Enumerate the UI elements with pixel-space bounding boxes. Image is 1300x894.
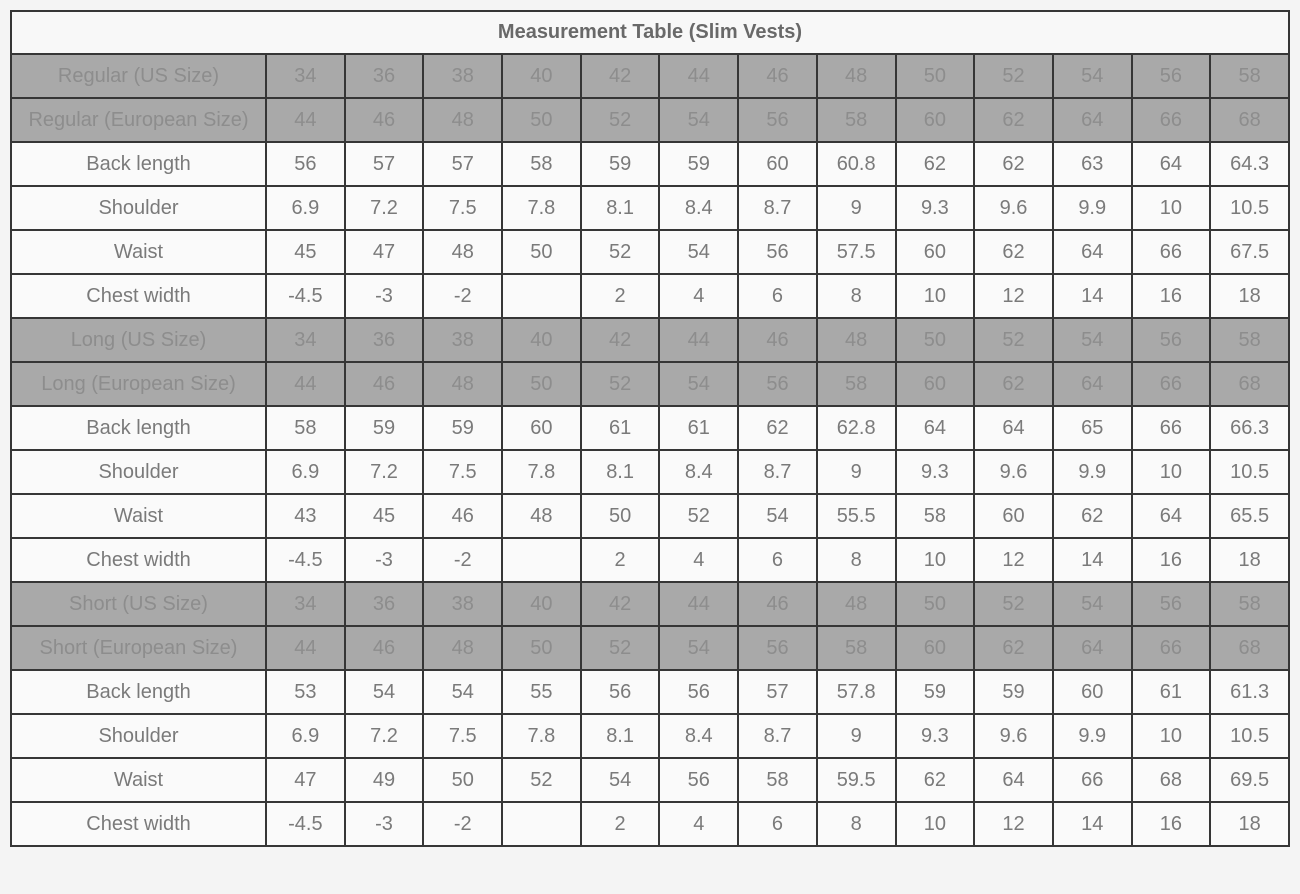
value-cell: 50 — [581, 494, 660, 538]
value-cell — [502, 538, 581, 582]
value-cell: -4.5 — [266, 274, 345, 318]
us-size-header-row — [11, 54, 1289, 98]
value-cell: 58 — [502, 142, 581, 186]
value-cell: 52 — [974, 582, 1053, 626]
value-cell: 48 — [817, 54, 896, 98]
value-cell: 2 — [581, 274, 660, 318]
value-cell: 47 — [345, 230, 424, 274]
row-label-cell: Waist — [11, 758, 266, 802]
value-cell: 61.3 — [1210, 670, 1289, 714]
value-cell: 65.5 — [1210, 494, 1289, 538]
value-cell: 58 — [896, 494, 975, 538]
value-cell: 43 — [266, 494, 345, 538]
value-cell: 6.9 — [266, 186, 345, 230]
value-cell: 42 — [581, 318, 660, 362]
value-cell: 64 — [1053, 362, 1132, 406]
row-label-cell: Chest width — [11, 538, 266, 582]
value-cell: 54 — [423, 670, 502, 714]
row-label-cell: Short (US Size) — [11, 582, 266, 626]
value-cell: 66 — [1053, 758, 1132, 802]
value-cell: 62 — [738, 406, 817, 450]
value-cell: 68 — [1210, 98, 1289, 142]
value-cell: 7.8 — [502, 714, 581, 758]
value-cell: 56 — [1132, 582, 1211, 626]
value-cell: 64.3 — [1210, 142, 1289, 186]
value-cell: 58 — [1210, 582, 1289, 626]
value-cell: 10.5 — [1210, 450, 1289, 494]
value-cell: 50 — [896, 318, 975, 362]
value-cell: 60 — [974, 494, 1053, 538]
value-cell: 10 — [1132, 186, 1211, 230]
value-cell: 65 — [1053, 406, 1132, 450]
value-cell: 34 — [266, 582, 345, 626]
value-cell: 62 — [896, 142, 975, 186]
value-cell: 9.3 — [896, 714, 975, 758]
value-cell: 18 — [1210, 802, 1289, 846]
value-cell: 50 — [502, 230, 581, 274]
value-cell: 12 — [974, 274, 1053, 318]
value-cell: 55.5 — [817, 494, 896, 538]
value-cell: 46 — [738, 54, 817, 98]
value-cell: 40 — [502, 582, 581, 626]
value-cell: -3 — [345, 802, 424, 846]
value-cell: 54 — [659, 98, 738, 142]
value-cell: 66 — [1132, 362, 1211, 406]
value-cell: 7.8 — [502, 186, 581, 230]
value-cell: 12 — [974, 538, 1053, 582]
value-cell: 48 — [817, 582, 896, 626]
value-cell: 48 — [423, 362, 502, 406]
value-cell: 6 — [738, 274, 817, 318]
value-cell: 54 — [659, 362, 738, 406]
value-cell: 2 — [581, 802, 660, 846]
value-cell: 10 — [896, 538, 975, 582]
row-label-cell: Shoulder — [11, 186, 266, 230]
value-cell: 56 — [659, 670, 738, 714]
value-cell: 52 — [974, 54, 1053, 98]
value-cell: 64 — [1132, 142, 1211, 186]
eu-size-header-row — [11, 98, 1289, 142]
value-cell: 9.9 — [1053, 450, 1132, 494]
value-cell: 62 — [896, 758, 975, 802]
value-cell: 34 — [266, 54, 345, 98]
value-cell: 58 — [817, 98, 896, 142]
value-cell: 6.9 — [266, 450, 345, 494]
value-cell: 36 — [345, 582, 424, 626]
value-cell: 56 — [659, 758, 738, 802]
value-cell: 16 — [1132, 274, 1211, 318]
value-cell: 52 — [659, 494, 738, 538]
value-cell: 64 — [1132, 494, 1211, 538]
value-cell: 14 — [1053, 538, 1132, 582]
value-cell: 59 — [659, 142, 738, 186]
value-cell: 8 — [817, 538, 896, 582]
value-cell: 54 — [1053, 318, 1132, 362]
value-cell: -2 — [423, 802, 502, 846]
value-cell: 40 — [502, 54, 581, 98]
value-cell: 50 — [502, 98, 581, 142]
value-cell: 54 — [345, 670, 424, 714]
value-cell: 66 — [1132, 626, 1211, 670]
value-cell: 54 — [1053, 582, 1132, 626]
value-cell: 44 — [266, 362, 345, 406]
value-cell: 61 — [581, 406, 660, 450]
value-cell: 52 — [974, 318, 1053, 362]
value-cell: 8.1 — [581, 450, 660, 494]
value-cell: 9.9 — [1053, 186, 1132, 230]
value-cell: 60 — [1053, 670, 1132, 714]
value-cell: 50 — [423, 758, 502, 802]
value-cell: -3 — [345, 538, 424, 582]
value-cell: 40 — [502, 318, 581, 362]
value-cell: 16 — [1132, 802, 1211, 846]
us-size-header-row — [11, 582, 1289, 626]
value-cell: 60.8 — [817, 142, 896, 186]
value-cell: 46 — [345, 362, 424, 406]
value-cell: 60 — [896, 98, 975, 142]
value-cell: 57 — [345, 142, 424, 186]
value-cell: 64 — [1053, 98, 1132, 142]
value-cell: 68 — [1132, 758, 1211, 802]
value-cell: 44 — [659, 54, 738, 98]
value-cell: 10 — [1132, 714, 1211, 758]
value-cell: 63 — [1053, 142, 1132, 186]
value-cell: 9.6 — [974, 450, 1053, 494]
value-cell: 61 — [1132, 670, 1211, 714]
table-title: Measurement Table (Slim Vests) — [11, 11, 1289, 54]
value-cell: 54 — [659, 626, 738, 670]
value-cell: 64 — [974, 406, 1053, 450]
value-cell: 9.3 — [896, 450, 975, 494]
value-cell: 60 — [738, 142, 817, 186]
value-cell: 8.1 — [581, 714, 660, 758]
value-cell: 52 — [581, 626, 660, 670]
value-cell: 12 — [974, 802, 1053, 846]
value-cell: 47 — [266, 758, 345, 802]
value-cell: 9.6 — [974, 186, 1053, 230]
value-cell: 9.6 — [974, 714, 1053, 758]
measurement-row — [11, 714, 1289, 758]
value-cell: 59 — [423, 406, 502, 450]
value-cell: -4.5 — [266, 538, 345, 582]
value-cell: 14 — [1053, 274, 1132, 318]
measurement-row — [11, 802, 1289, 846]
row-label-cell: Chest width — [11, 274, 266, 318]
value-cell: 59 — [896, 670, 975, 714]
value-cell: 46 — [738, 318, 817, 362]
value-cell: 44 — [266, 98, 345, 142]
value-cell: 62 — [1053, 494, 1132, 538]
value-cell: 34 — [266, 318, 345, 362]
row-label-cell: Regular (US Size) — [11, 54, 266, 98]
value-cell: 36 — [345, 318, 424, 362]
value-cell: 58 — [266, 406, 345, 450]
row-label-cell: Back length — [11, 406, 266, 450]
value-cell: 62 — [974, 142, 1053, 186]
value-cell: 10.5 — [1210, 714, 1289, 758]
measurement-row — [11, 670, 1289, 714]
value-cell — [502, 802, 581, 846]
value-cell: 10 — [896, 802, 975, 846]
value-cell: 9 — [817, 714, 896, 758]
value-cell: 68 — [1210, 362, 1289, 406]
value-cell: 54 — [659, 230, 738, 274]
value-cell: 6 — [738, 538, 817, 582]
eu-size-header-row — [11, 626, 1289, 670]
value-cell: 42 — [581, 582, 660, 626]
value-cell: 7.2 — [345, 714, 424, 758]
value-cell: 8.7 — [738, 714, 817, 758]
row-label-cell: Waist — [11, 494, 266, 538]
value-cell: 68 — [1210, 626, 1289, 670]
value-cell: 48 — [423, 626, 502, 670]
row-label-cell: Back length — [11, 670, 266, 714]
value-cell: 66.3 — [1210, 406, 1289, 450]
value-cell: 45 — [266, 230, 345, 274]
value-cell: 9 — [817, 450, 896, 494]
row-label-cell: Short (European Size) — [11, 626, 266, 670]
value-cell: 64 — [896, 406, 975, 450]
value-cell: 7.5 — [423, 186, 502, 230]
value-cell: 18 — [1210, 538, 1289, 582]
value-cell: 38 — [423, 582, 502, 626]
value-cell: 7.2 — [345, 186, 424, 230]
measurement-row — [11, 406, 1289, 450]
value-cell: 6 — [738, 802, 817, 846]
value-cell: 56 — [738, 230, 817, 274]
value-cell: 54 — [1053, 54, 1132, 98]
value-cell: 10.5 — [1210, 186, 1289, 230]
row-label-cell: Shoulder — [11, 450, 266, 494]
value-cell: 52 — [502, 758, 581, 802]
value-cell: 8.1 — [581, 186, 660, 230]
value-cell: 56 — [1132, 318, 1211, 362]
value-cell: 8.7 — [738, 186, 817, 230]
value-cell: 62 — [974, 362, 1053, 406]
row-label-cell: Long (European Size) — [11, 362, 266, 406]
value-cell: 62 — [974, 98, 1053, 142]
value-cell: 53 — [266, 670, 345, 714]
value-cell: 18 — [1210, 274, 1289, 318]
value-cell: 67.5 — [1210, 230, 1289, 274]
value-cell: 44 — [659, 318, 738, 362]
measurement-row — [11, 274, 1289, 318]
value-cell: 46 — [423, 494, 502, 538]
value-cell: 62 — [974, 230, 1053, 274]
value-cell: 52 — [581, 230, 660, 274]
value-cell: 50 — [502, 362, 581, 406]
value-cell: 48 — [817, 318, 896, 362]
value-cell: 56 — [1132, 54, 1211, 98]
value-cell: 66 — [1132, 230, 1211, 274]
row-label-cell: Chest width — [11, 802, 266, 846]
value-cell: 58 — [738, 758, 817, 802]
value-cell: 2 — [581, 538, 660, 582]
value-cell: 59.5 — [817, 758, 896, 802]
value-cell: 8.4 — [659, 186, 738, 230]
value-cell: -3 — [345, 274, 424, 318]
value-cell: 7.5 — [423, 450, 502, 494]
value-cell — [502, 274, 581, 318]
eu-size-header-row — [11, 362, 1289, 406]
table-body — [11, 54, 1289, 846]
value-cell: 16 — [1132, 538, 1211, 582]
value-cell: 50 — [896, 582, 975, 626]
value-cell: 46 — [345, 98, 424, 142]
value-cell: 61 — [659, 406, 738, 450]
value-cell: 9.9 — [1053, 714, 1132, 758]
value-cell: 56 — [581, 670, 660, 714]
value-cell: 8 — [817, 802, 896, 846]
value-cell: 48 — [502, 494, 581, 538]
value-cell: 56 — [738, 98, 817, 142]
value-cell: 64 — [1053, 230, 1132, 274]
value-cell: 7.8 — [502, 450, 581, 494]
measurement-row — [11, 758, 1289, 802]
value-cell: 49 — [345, 758, 424, 802]
value-cell: 10 — [896, 274, 975, 318]
value-cell: 36 — [345, 54, 424, 98]
value-cell: 55 — [502, 670, 581, 714]
value-cell: 52 — [581, 362, 660, 406]
value-cell: 56 — [266, 142, 345, 186]
value-cell: 8 — [817, 274, 896, 318]
measurement-row — [11, 186, 1289, 230]
value-cell: 8.7 — [738, 450, 817, 494]
value-cell: 10 — [1132, 450, 1211, 494]
value-cell: 60 — [896, 362, 975, 406]
value-cell: 4 — [659, 802, 738, 846]
measurement-row — [11, 538, 1289, 582]
value-cell: 54 — [738, 494, 817, 538]
value-cell: 4 — [659, 274, 738, 318]
value-cell: 44 — [659, 582, 738, 626]
value-cell: -2 — [423, 538, 502, 582]
measurement-row — [11, 450, 1289, 494]
value-cell: 64 — [974, 758, 1053, 802]
value-cell: 60 — [502, 406, 581, 450]
value-cell: 60 — [896, 230, 975, 274]
value-cell: 45 — [345, 494, 424, 538]
value-cell: 52 — [581, 98, 660, 142]
value-cell: 6.9 — [266, 714, 345, 758]
value-cell: 48 — [423, 98, 502, 142]
value-cell: -4.5 — [266, 802, 345, 846]
measurement-row — [11, 142, 1289, 186]
value-cell: 57.8 — [817, 670, 896, 714]
value-cell: 54 — [581, 758, 660, 802]
value-cell: 62 — [974, 626, 1053, 670]
value-cell: 58 — [817, 626, 896, 670]
value-cell: -2 — [423, 274, 502, 318]
value-cell: 66 — [1132, 406, 1211, 450]
value-cell: 44 — [266, 626, 345, 670]
measurement-row — [11, 494, 1289, 538]
us-size-header-row — [11, 318, 1289, 362]
value-cell: 9 — [817, 186, 896, 230]
value-cell: 66 — [1132, 98, 1211, 142]
value-cell: 46 — [738, 582, 817, 626]
row-label-cell: Regular (European Size) — [11, 98, 266, 142]
value-cell: 57.5 — [817, 230, 896, 274]
value-cell: 9.3 — [896, 186, 975, 230]
value-cell: 58 — [817, 362, 896, 406]
value-cell: 56 — [738, 626, 817, 670]
value-cell: 14 — [1053, 802, 1132, 846]
measurement-table — [10, 10, 1290, 847]
row-label-cell: Shoulder — [11, 714, 266, 758]
value-cell: 59 — [581, 142, 660, 186]
row-label-cell: Back length — [11, 142, 266, 186]
value-cell: 38 — [423, 318, 502, 362]
value-cell: 57 — [423, 142, 502, 186]
value-cell: 50 — [502, 626, 581, 670]
value-cell: 59 — [345, 406, 424, 450]
value-cell: 58 — [1210, 318, 1289, 362]
value-cell: 60 — [896, 626, 975, 670]
value-cell: 7.5 — [423, 714, 502, 758]
value-cell: 50 — [896, 54, 975, 98]
value-cell: 59 — [974, 670, 1053, 714]
value-cell: 38 — [423, 54, 502, 98]
row-label-cell: Long (US Size) — [11, 318, 266, 362]
value-cell: 7.2 — [345, 450, 424, 494]
value-cell: 58 — [1210, 54, 1289, 98]
value-cell: 62.8 — [817, 406, 896, 450]
value-cell: 4 — [659, 538, 738, 582]
table-title-row — [11, 11, 1289, 54]
value-cell: 46 — [345, 626, 424, 670]
value-cell: 57 — [738, 670, 817, 714]
value-cell: 48 — [423, 230, 502, 274]
value-cell: 8.4 — [659, 714, 738, 758]
value-cell: 56 — [738, 362, 817, 406]
value-cell: 64 — [1053, 626, 1132, 670]
value-cell: 8.4 — [659, 450, 738, 494]
value-cell: 69.5 — [1210, 758, 1289, 802]
value-cell: 42 — [581, 54, 660, 98]
measurement-row — [11, 230, 1289, 274]
row-label-cell: Waist — [11, 230, 266, 274]
